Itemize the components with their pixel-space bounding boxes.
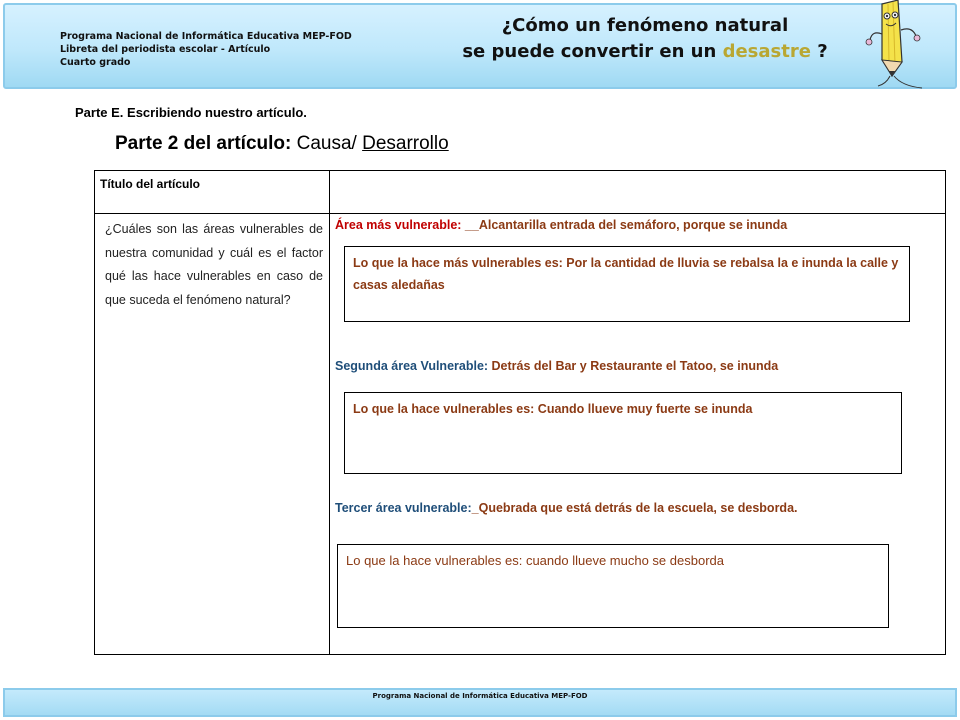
- program-info: [60, 30, 352, 69]
- title-label: Título del artículo: [100, 177, 201, 191]
- area-2-label: Segunda área Vulnerable:: [335, 359, 492, 373]
- page-title: [445, 13, 845, 65]
- area-1-label: Área más vulnerable:: [335, 218, 465, 232]
- article-table: [94, 170, 946, 655]
- part-development: Desarrollo: [362, 133, 449, 154]
- area-2-line: [335, 359, 778, 373]
- title-text-a: se puede convertir en un: [462, 41, 723, 62]
- title-line-2: [445, 39, 845, 65]
- question-text: ¿Cuáles son las áreas vulnerables de nuestra comunidad y cuál es el factor qué las hace vulnerables en caso de que suceda el fenómeno natural?: [105, 222, 323, 307]
- area-1-line: [335, 218, 787, 232]
- section-heading: Parte E. Escribiendo nuestro artículo.: [75, 105, 307, 120]
- title-row: [95, 171, 946, 214]
- area-3-label: Tercer área vulnerable:: [335, 501, 472, 515]
- answers-cell: [330, 214, 946, 655]
- area-3-reason-box[interactable]: Lo que la hace vulnerables es: cuando llueve mucho se desborda: [337, 544, 889, 628]
- area-2-value: Detrás del Bar y Restaurante el Tatoo, se inunda: [491, 359, 779, 373]
- notebook-name: Libreta del periodista escolar - Artículo: [60, 44, 271, 55]
- title-line-1: ¿Cómo un fenómeno natural: [501, 15, 789, 36]
- area-3-line: [335, 501, 798, 515]
- part-cause: Causa/: [291, 133, 363, 154]
- area-3-value: _Quebrada que está detrás de la escuela, se desborda.: [471, 501, 798, 515]
- part-heading: [115, 133, 449, 155]
- grade-level: Cuarto grado: [60, 57, 131, 68]
- area-1-value: __Alcantarilla entrada del semáforo, porque se inunda: [464, 218, 788, 232]
- area-2-reason-box[interactable]: Lo que la hace vulnerables es: Cuando llueve muy fuerte se inunda: [344, 392, 902, 474]
- question-cell: [95, 214, 330, 655]
- title-accent-word: desastre: [722, 41, 811, 62]
- header-banner: [3, 3, 957, 89]
- pencil-mascot-icon: [862, 0, 932, 92]
- title-label-cell: [95, 171, 330, 214]
- footer-text: Programa Nacional de Informática Educativa MEP-FOD: [372, 692, 588, 700]
- program-name: Programa Nacional de Informática Educativa MEP-FOD: [60, 31, 352, 42]
- title-value-cell[interactable]: [330, 171, 946, 214]
- footer-banner: [3, 688, 957, 717]
- areas-row: [95, 214, 946, 655]
- part-label: Parte 2 del artículo:: [115, 133, 292, 154]
- area-1-reason-box[interactable]: Lo que la hace más vulnerables es: Por la cantidad de lluvia se rebalsa la e inunda la calle y casas aledañas: [344, 246, 910, 322]
- title-text-b: ?: [810, 41, 828, 62]
